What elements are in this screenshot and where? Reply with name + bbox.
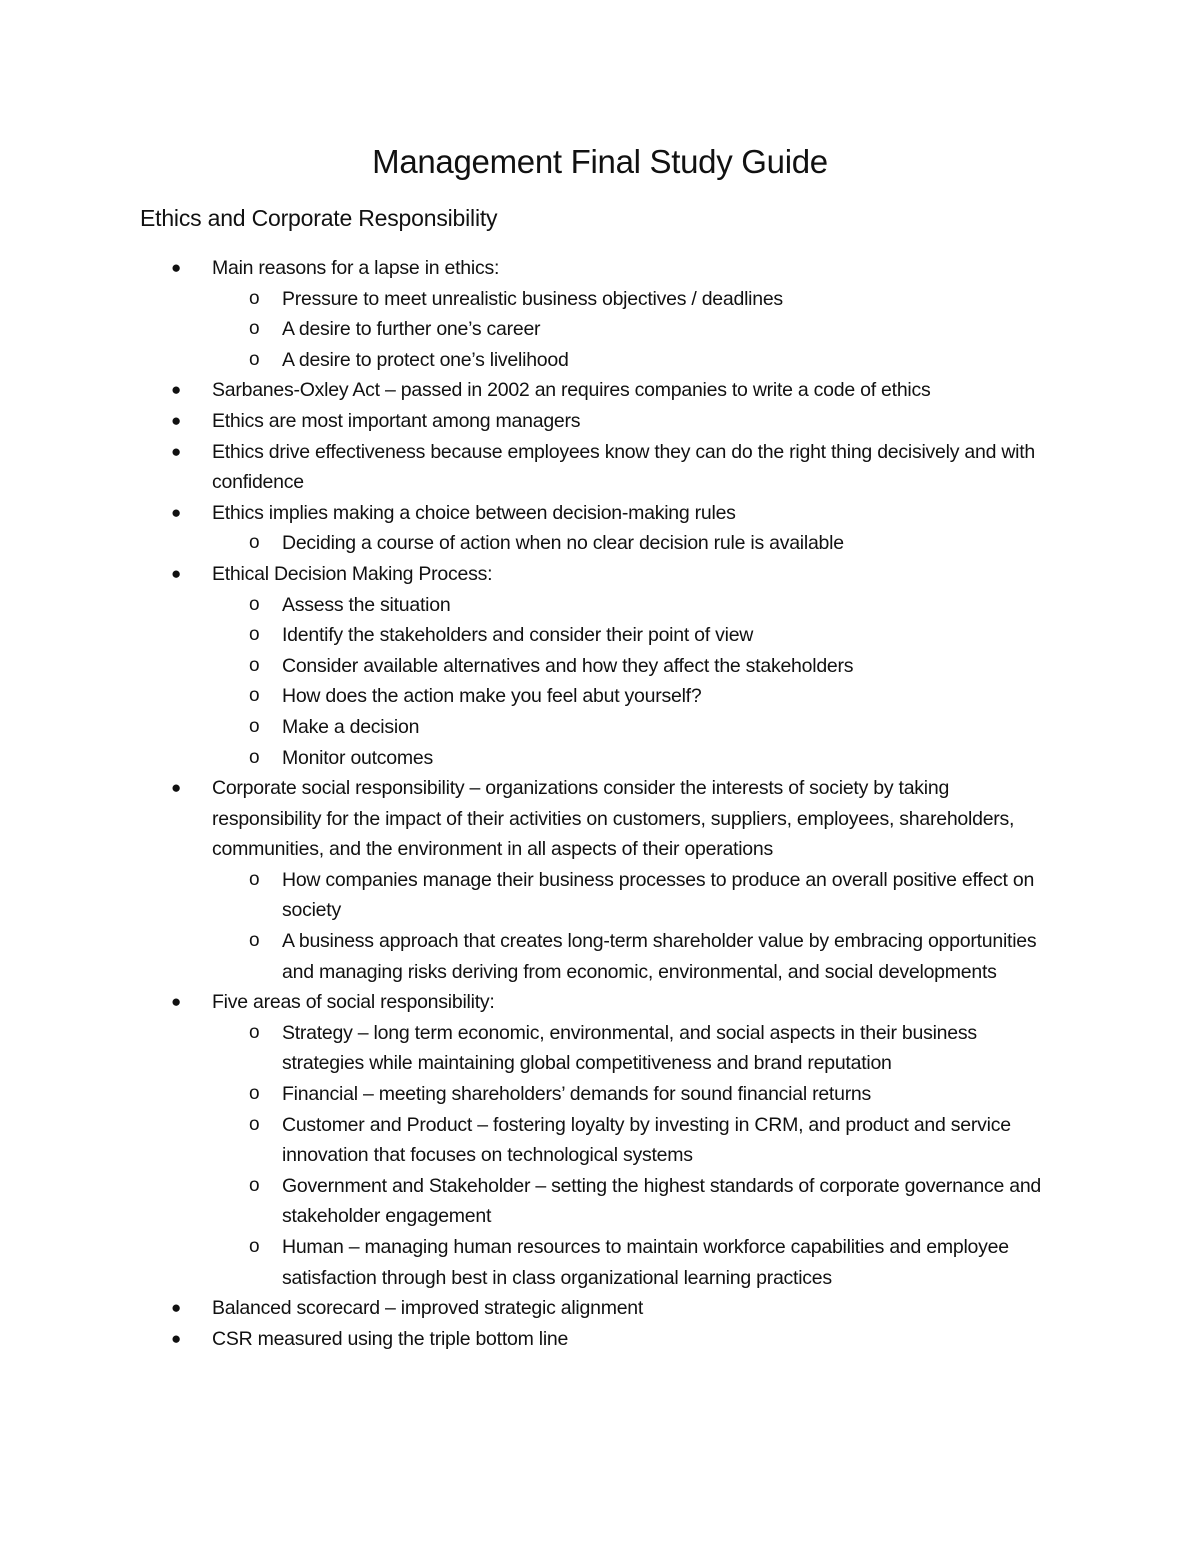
bullet-circle-icon: o [249, 1174, 260, 1196]
list-item-text: Pressure to meet unrealistic business objectives / deadlines [282, 287, 783, 310]
sub-list-item [0, 651, 1062, 682]
bullet-dot-icon: ● [171, 502, 182, 522]
list-item-text: A business approach that creates long-term shareholder value by embracing opportunities and managing risks deriving from economic, environmental, and social developments [282, 930, 1037, 983]
sub-list-item [0, 314, 1062, 345]
sub-list-item [0, 681, 1062, 712]
bullet-circle-icon: o [249, 715, 260, 737]
list-item-text: How does the action make you feel abut yourself? [282, 685, 702, 708]
bullet-circle-icon: o [249, 930, 260, 952]
bullet-dot-icon: ● [171, 441, 182, 461]
sub-list-item [0, 1171, 1062, 1232]
list-item [0, 773, 1062, 865]
bullet-circle-icon: o [249, 746, 260, 768]
sub-list-item [0, 590, 1062, 621]
bullet-dot-icon: ● [171, 1298, 182, 1318]
sub-list-item [0, 345, 1062, 376]
list-item [0, 375, 1062, 406]
bullet-circle-icon: o [249, 685, 260, 707]
list-item-text: CSR measured using the triple bottom line [212, 1327, 569, 1350]
bullet-circle-icon: o [249, 532, 260, 554]
sub-list-item [0, 1232, 1062, 1293]
list-item-text: Strategy – long term economic, environmental, and social aspects in their business strategies while maintaining global competitiveness and brand reputation [282, 1021, 977, 1075]
list-item [0, 498, 1062, 529]
list-item-text: Ethics drive effectiveness because employees know they can do the right thing decisively and with confidence [212, 440, 1036, 494]
bullet-circle-icon: o [249, 1113, 260, 1135]
list-item-text: A desire to further one’s career [282, 318, 541, 341]
list-item-text: Financial – meeting shareholders’ demands for sound financial returns [282, 1083, 872, 1106]
bullet-dot-icon: ● [171, 778, 182, 798]
bullet-dot-icon: ● [171, 992, 182, 1012]
list-item-text: Identify the stakeholders and consider their point of view [282, 624, 754, 647]
page-title: Management Final Study Guide [372, 143, 828, 180]
list-item [0, 253, 1062, 284]
sub-list-item [0, 528, 1062, 559]
list-item-text: Ethics implies making a choice between decision-making rules [212, 501, 736, 524]
sub-list-item [0, 926, 1062, 987]
list-item-text: Assess the situation [282, 593, 451, 616]
bullet-circle-icon: o [249, 318, 260, 340]
bullet-dot-icon: ● [171, 380, 182, 400]
sub-list-item [0, 620, 1062, 651]
list-item-text: Deciding a course of action when no clear decision rule is available [282, 532, 844, 555]
list-item [0, 559, 1062, 590]
list-item [0, 1324, 1062, 1355]
sub-list-item [0, 284, 1062, 315]
sub-list-item [0, 1079, 1062, 1110]
bullet-dot-icon: ● [171, 1328, 182, 1348]
list-item-text: Monitor outcomes [282, 746, 433, 769]
list-item-text: Consider available alternatives and how they affect the stakeholders [282, 654, 854, 677]
list-item-text: How companies manage their business processes to produce an overall positive effect on society [282, 868, 1035, 922]
bullet-dot-icon: ● [171, 258, 182, 277]
bullet-circle-icon: o [249, 1083, 260, 1105]
list-item-text: Corporate social responsibility – organizations consider the interests of society by taking responsibility for the impact of their activities on customers, suppliers, employees, shareholders, communities, and the environment in all aspects of their operations [212, 777, 1015, 861]
bullet-circle-icon: o [249, 624, 260, 646]
bullet-circle-icon: o [249, 1236, 260, 1257]
list-item-text: Customer and Product – fostering loyalty by investing in CRM, and product and service innovation that focuses on technological systems [282, 1113, 1011, 1167]
list-item-text: Balanced scorecard – improved strategic alignment [212, 1297, 644, 1320]
bullet-circle-icon: o [249, 593, 260, 615]
sub-list-item [0, 1018, 1062, 1079]
list-item-text: Sarbanes-Oxley Act – passed in 2002 an requires companies to write a code of ethics [212, 379, 931, 402]
sub-list-item [0, 743, 1062, 774]
sub-list-item [0, 712, 1062, 743]
list-item-text: Make a decision [282, 715, 420, 738]
bullet-dot-icon: ● [171, 563, 182, 583]
list-item-text: Five areas of social responsibility: [212, 991, 495, 1014]
list-item-text: Ethics are most important among managers [212, 409, 581, 432]
sub-list-item [0, 865, 1062, 926]
list-item [0, 437, 1062, 498]
section-heading: Ethics and Corporate Responsibility [140, 205, 498, 231]
list-item-text: Ethical Decision Making Process: [212, 562, 493, 585]
list-item [0, 406, 1062, 437]
bullet-circle-icon: o [249, 868, 260, 890]
list-item-text: Human – managing human resources to maintain workforce capabilities and employee satisfaction through best in class organizational learning practices [282, 1236, 1009, 1289]
bullet-dot-icon: ● [171, 410, 182, 430]
list-item-text: Main reasons for a lapse in ethics: [212, 257, 500, 279]
list-item-text: A desire to protect one’s livelihood [282, 348, 569, 371]
bullet-circle-icon: o [249, 1021, 260, 1043]
list-item [0, 987, 1062, 1018]
bullet-circle-icon: o [249, 654, 260, 676]
list-item [0, 1293, 1062, 1324]
bullet-circle-icon: o [249, 348, 260, 370]
bullet-list [0, 253, 1200, 1354]
list-item-text: Government and Stakeholder – setting the highest standards of corporate governance and stakeholder engagement [282, 1174, 1042, 1228]
sub-list-item [0, 1110, 1062, 1171]
bullet-circle-icon: o [249, 287, 260, 309]
